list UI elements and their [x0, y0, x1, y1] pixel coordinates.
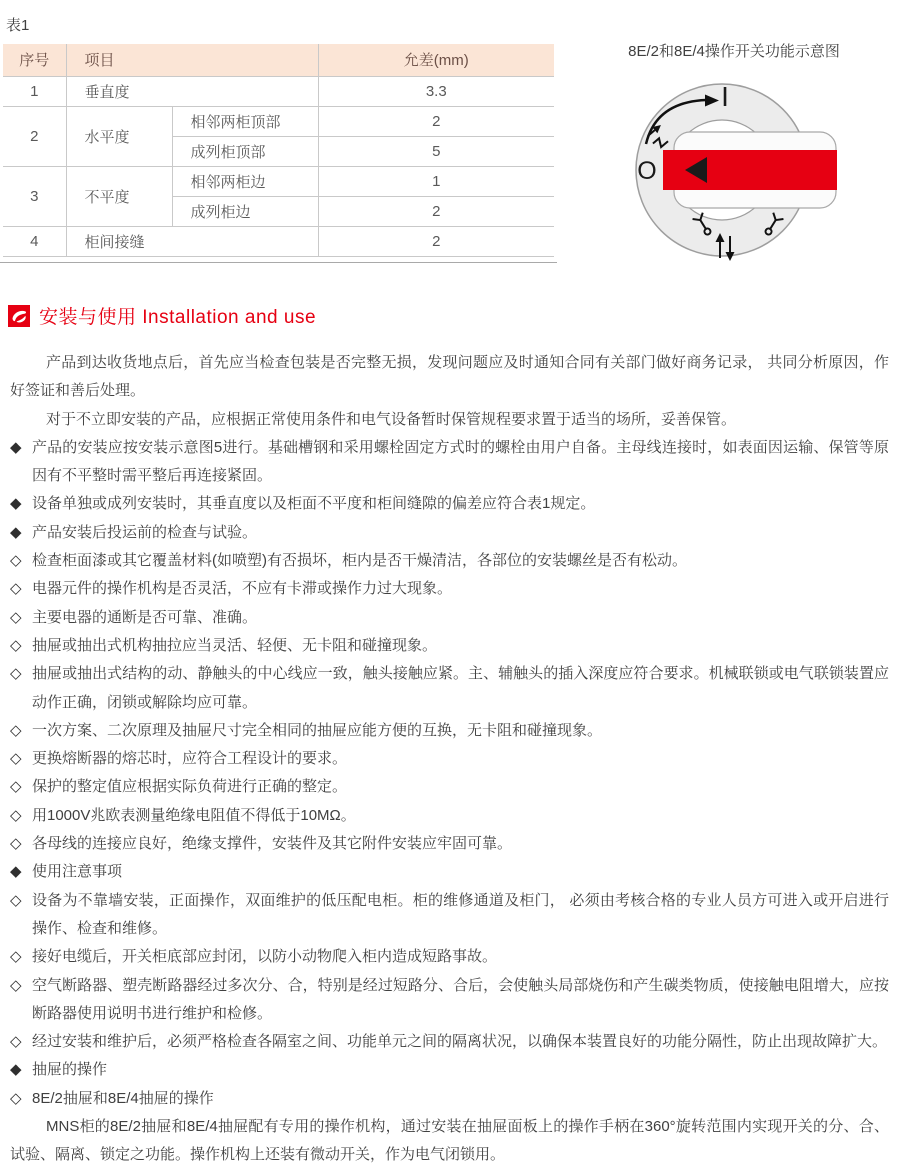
bullet-text: 空气断路器、塑壳断路器经过多次分、合，特别是经过短路分、合后，会使触头局部烧伤和产生碳类物质，使接触电阻增大，应按断路器使用说明书进行维护和检修。	[32, 976, 889, 1022]
table-row	[3, 76, 554, 106]
table-header-row	[3, 44, 554, 76]
bullet-item	[10, 717, 889, 745]
bullet-text: 8E/2抽屉和8E/4抽屉的操作	[32, 1089, 214, 1107]
hollow-diamond-bullet: ◇	[10, 806, 22, 824]
bullet-text: 产品的安装应按安装示意图5进行。基础槽钢和采用螺栓固定方式时的螺栓由用户自备。主母线连接时，如表面因运输、保管等原因有不平整时需平整后再连接紧固。	[32, 438, 889, 485]
bullet-item	[10, 632, 889, 660]
hollow-diamond-bullet: ◇	[10, 976, 22, 994]
bullet-item	[10, 490, 889, 518]
tolerance-table	[3, 44, 554, 257]
bullet-text: 设备单独或成列安装时，其垂直度以及柜面不平度和柜间缝隙的偏差应符合表1规定。	[32, 495, 596, 513]
bullet-item	[10, 773, 889, 801]
bullet-item	[10, 660, 889, 717]
bullet-item	[10, 858, 889, 886]
bullet-item	[10, 830, 889, 858]
hollow-diamond-bullet: ◇	[10, 608, 22, 626]
solid-diamond-bullet: ◆	[10, 438, 22, 456]
cell-seq: 4	[3, 226, 66, 256]
paragraph: 产品到达收货地点后，首先应当检查包装是否完整无损，发现问题应及时通知合同有关部门做好商务记录， 共同分析原因，作好签证和善后处理。	[10, 354, 889, 400]
content-blocks	[10, 349, 889, 1170]
bullet-item	[10, 887, 889, 944]
cell-value: 3.3	[318, 76, 554, 106]
cell-value: 2	[318, 106, 554, 136]
bullet-item	[10, 745, 889, 773]
bullet-item	[10, 604, 889, 632]
bullet-item	[10, 972, 889, 1029]
paragraph: 对于不立即安装的产品，应根据正常使用条件和电气设备暂时保管规程要求置于适当的场所，妥善保管。	[46, 410, 737, 428]
off-position-symbol: O	[637, 157, 657, 185]
bullet-item	[10, 434, 889, 491]
bullet-text: 设备为不靠墙安装，正面操作，双面维护的低压配电柜。柜的维修通道及柜门， 必须由考核合格的专业人员方可进入或开启进行操作、检查和维修。	[32, 891, 889, 937]
bullet-text: 检查柜面漆或其它覆盖材料(如喷塑)有否损坏，柜内是否干燥清洁，各部位的安装螺丝是否有松动。	[32, 552, 687, 570]
solid-diamond-bullet: ◆	[10, 1061, 22, 1079]
hollow-diamond-bullet: ◇	[10, 636, 22, 654]
cell-item: 垂直度	[66, 76, 318, 106]
tolerance-table-wrap	[3, 44, 554, 257]
section-header	[8, 302, 316, 329]
bullet-item	[10, 519, 889, 547]
cell-subitem: 成列柜边	[172, 196, 318, 226]
bullet-text: 各母线的连接应良好，绝缘支撑件，安装件及其它附件安装应牢固可靠。	[32, 835, 513, 853]
solid-diamond-bullet: ◆	[10, 863, 22, 881]
bullet-text: 使用注意事项	[32, 863, 123, 881]
table-row	[3, 226, 554, 256]
solid-diamond-bullet: ◆	[10, 495, 22, 513]
bullet-item	[10, 802, 889, 830]
bullet-text: 产品安装后投运前的检查与试验。	[32, 523, 258, 541]
hollow-diamond-bullet: ◇	[10, 552, 22, 570]
bullet-text: 电器元件的操作机构是否灵活，不应有卡滞或操作力过大现象。	[32, 580, 453, 598]
cell-subitem: 相邻两柜边	[172, 166, 318, 196]
cell-seq: 3	[3, 166, 66, 226]
bullet-text: 一次方案、二次原理及抽屉尺寸完全相同的抽屉应能方便的互换，无卡阻和碰撞现象。	[32, 721, 603, 739]
header-item: 项目	[66, 44, 318, 76]
bullet-text: 抽屉或抽出式结构的动、静触头的中心线应一致，触头接触应紧。主、辅触头的插入深度应符合要求。机械联锁或电气联锁装置应动作正确，闭锁或解除均应可靠。	[32, 665, 889, 711]
solid-diamond-bullet: ◆	[10, 523, 22, 541]
header-seq: 序号	[3, 44, 66, 76]
bullet-text: 保护的整定值应根据实际负荷进行正确的整定。	[32, 778, 348, 796]
paragraph: MNS柜的8E/2抽屉和8E/4抽屉配有专用的操作机构，通过安装在抽屉面板上的操作手柄在360°旋转范围内实现开关的分、合、试验、隔离、锁定之功能。操作机构上还装有微动开关，作为电气闭锁用。	[10, 1118, 889, 1164]
on-position-symbol: I	[721, 81, 729, 112]
cell-value: 5	[318, 136, 554, 166]
hollow-diamond-bullet: ◇	[10, 721, 22, 739]
table-bottom-rule	[0, 262, 557, 263]
cell-subitem: 成列柜顶部	[172, 136, 318, 166]
switch-dial-icon	[600, 62, 856, 268]
bullet-text: 抽屉或抽出式机构抽拉应当灵活、轻便、无卡阻和碰撞现象。	[32, 636, 438, 654]
bullet-text: 经过安装和维护后，必须严格检查各隔室之间、功能单元之间的隔离状况，以确保本装置良好的功能分隔性，防止出现故障扩大。	[32, 1033, 888, 1051]
hollow-diamond-bullet: ◇	[10, 1033, 22, 1051]
table-row	[3, 166, 554, 196]
table-caption: 表1	[6, 17, 30, 34]
cell-subitem: 相邻两柜顶部	[172, 106, 318, 136]
bullet-text: 更换熔断器的熔芯时，应符合工程设计的要求。	[32, 750, 348, 768]
switch-diagram	[588, 40, 888, 185]
bullet-text: 主要电器的通断是否可靠、准确。	[32, 608, 258, 626]
brand-swoosh-icon	[8, 305, 30, 327]
diagram-title: 8E/2和8E/4操作开关功能示意图	[628, 43, 840, 60]
cell-item: 不平度	[66, 166, 172, 226]
hollow-diamond-bullet: ◇	[10, 1089, 22, 1107]
hollow-diamond-bullet: ◇	[10, 750, 22, 768]
hollow-diamond-bullet: ◇	[10, 835, 22, 853]
hollow-diamond-bullet: ◇	[10, 580, 22, 598]
bullet-item	[10, 1085, 889, 1113]
cell-seq: 2	[3, 106, 66, 166]
bullet-text: 接好电缆后，开关柜底部应封闭，以防小动物爬入柜内造成短路事故。	[32, 948, 498, 966]
bullet-text: 抽屉的操作	[32, 1061, 108, 1079]
table-row	[3, 106, 554, 136]
cell-value: 1	[318, 166, 554, 196]
hollow-diamond-bullet: ◇	[10, 948, 22, 966]
cell-seq: 1	[3, 76, 66, 106]
bullet-item	[10, 943, 889, 971]
cell-value: 2	[318, 196, 554, 226]
header-tolerance: 允差(mm)	[318, 44, 554, 76]
hollow-diamond-bullet: ◇	[10, 891, 22, 909]
section-title: 安装与使用 Installation and use	[39, 307, 317, 328]
bullet-item	[10, 575, 889, 603]
hollow-diamond-bullet: ◇	[10, 778, 22, 796]
bullet-item	[10, 1028, 889, 1056]
cell-item: 水平度	[66, 106, 172, 166]
bullet-item	[10, 1056, 889, 1084]
bullet-item	[10, 547, 889, 575]
hollow-diamond-bullet: ◇	[10, 665, 22, 683]
bullet-text: 用1000V兆欧表测量绝缘电阻值不得低于10MΩ。	[32, 806, 356, 824]
cell-item: 柜间接缝	[66, 226, 318, 256]
cell-value: 2	[318, 226, 554, 256]
